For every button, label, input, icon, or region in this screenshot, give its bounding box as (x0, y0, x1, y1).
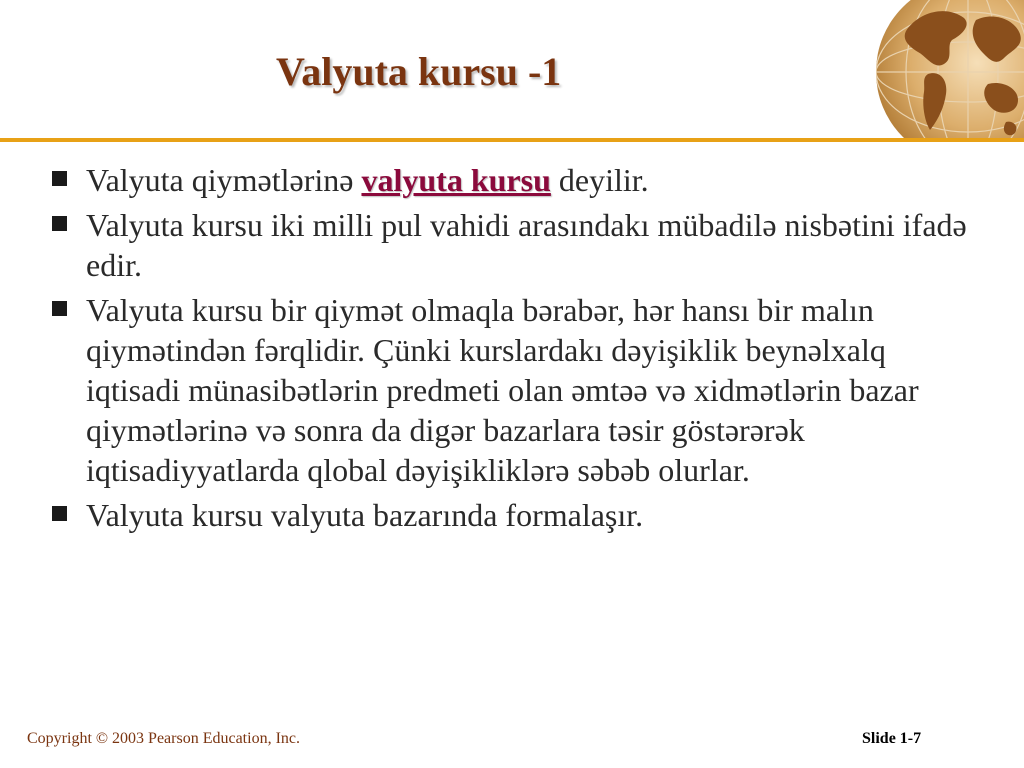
square-bullet-icon (52, 301, 67, 316)
globe-icon (868, 0, 1024, 142)
bullet-item (50, 205, 980, 285)
square-bullet-icon (52, 506, 67, 521)
footer-slide-number: Slide 1-7 (862, 730, 922, 747)
bullet-list (50, 160, 980, 540)
footer-copyright: Copyright © 2003 Pearson Education, Inc. (27, 730, 300, 747)
bullet-text: Valyuta kursu bir qiymət olmaqla bərabər, hər hansı bir malın qiymətindən fərqlidir. Çünki kurslardakı dəyişiklik beynəlxalq iqtisadi münasibətlərin predmeti olan əmtəə və xidmətlərin bazar qiymətlərinə və sonra da digər bazarlara təsir göstərərək iqtisadiyyatlarda qlobal dəyişikliklərə səbəb olurlar. (86, 292, 919, 488)
title-divider (0, 138, 1024, 142)
bullet-item (50, 495, 980, 535)
bullet-text: Valyuta kursu iki milli pul vahidi arasındakı mübadilə nisbətini ifadə edir. (86, 207, 967, 283)
bullet-item (50, 160, 980, 200)
bullet-item (50, 290, 980, 490)
bullet-text-post: deyilir. (550, 162, 649, 198)
square-bullet-icon (52, 171, 67, 186)
square-bullet-icon (52, 216, 67, 231)
slide-title: Valyuta kursu -1 (276, 49, 562, 94)
bullet-text-pre: Valyuta qiymətlərinə (86, 162, 362, 198)
bullet-keyword: valyuta kursu (361, 162, 551, 198)
bullet-text: Valyuta kursu valyuta bazarında formalaşır. (86, 497, 644, 533)
